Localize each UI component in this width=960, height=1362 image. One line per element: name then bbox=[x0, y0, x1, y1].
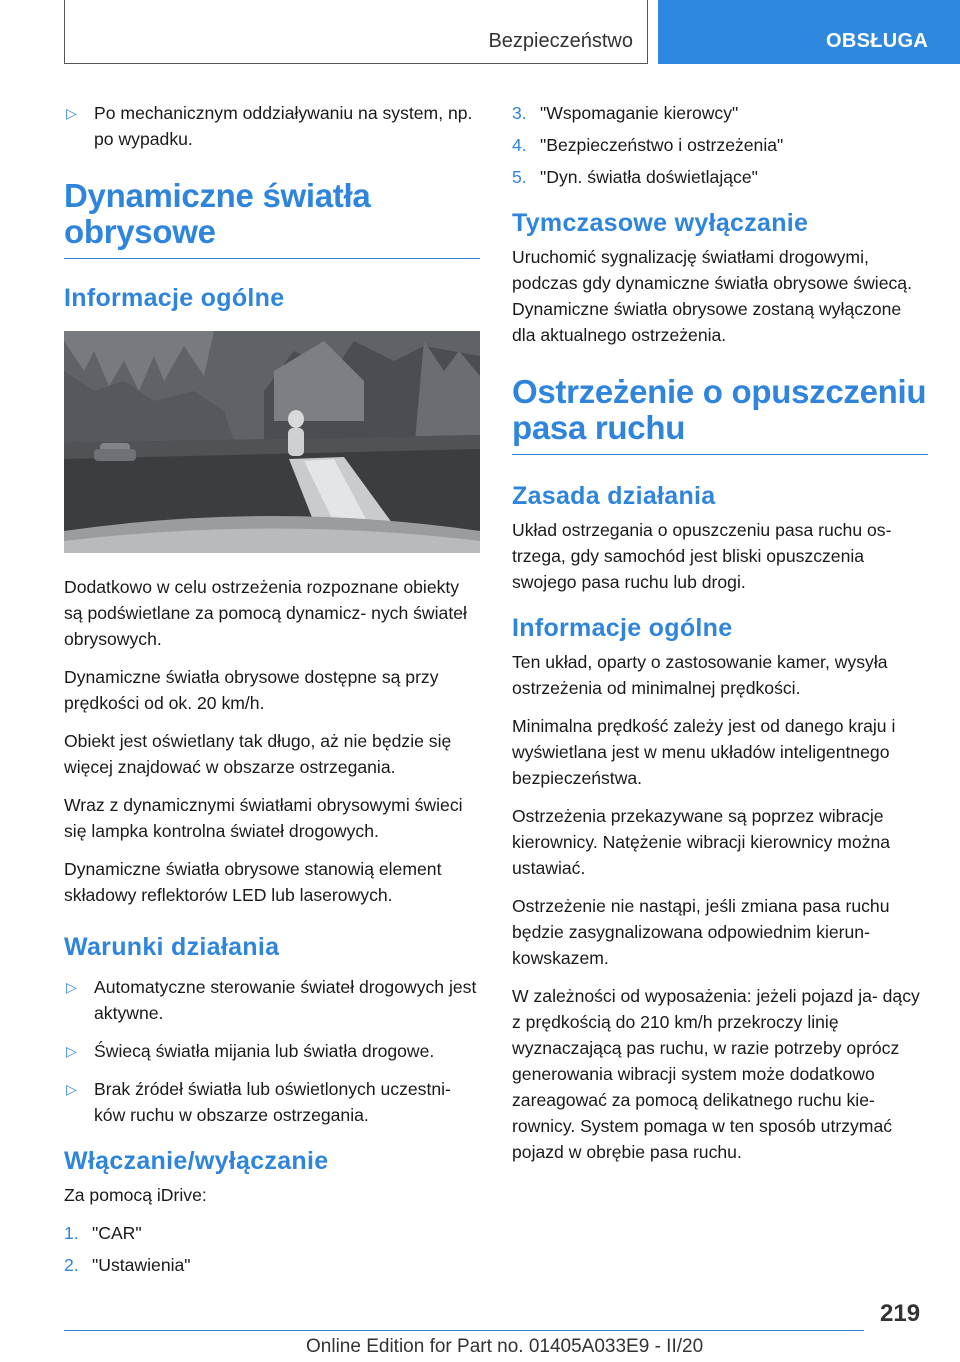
left-column bbox=[64, 100, 480, 1284]
heading-lane-departure: Ostrzeżenie o opuszczeniu pasa ruchu bbox=[512, 374, 928, 455]
header-tab[interactable] bbox=[658, 0, 960, 64]
heading-temporary-off: Tymczasowe wyłączanie bbox=[512, 209, 809, 237]
list-item: ▷ Świecą światła mijania lub światła drogowe. bbox=[64, 1038, 480, 1064]
heading-conditions: Warunki działania bbox=[64, 933, 280, 961]
triangle-bullet-icon: ▷ bbox=[66, 105, 77, 121]
list-item: 5. "Dyn. światła doświetlające" bbox=[512, 167, 758, 187]
heading-on-off: Włączanie/wyłączanie bbox=[64, 1147, 329, 1175]
paragraph: Obiekt jest oświetlany tak długo, aż nie będzie się więcej znajdować w obszarze ostrzegania. bbox=[64, 731, 452, 777]
triangle-bullet-icon: ▷ bbox=[66, 1081, 77, 1097]
triangle-bullet-icon: ▷ bbox=[66, 979, 77, 995]
triangle-bullet-icon: ▷ bbox=[66, 1043, 77, 1059]
heading-general-info: Informacje ogólne bbox=[64, 284, 285, 312]
header-section-title: Bezpieczeństwo bbox=[488, 30, 633, 52]
paragraph: Dynamiczne światła obrysowe dostępne są przy prędkości od ok. 20 km/h. bbox=[64, 667, 439, 713]
paragraph: Wraz z dynamicznymi światłami obrysowymi świeci się lampka kontrolna świateł drogowych. bbox=[64, 795, 463, 841]
footer-edition: Online Edition for Part no. 01405A033E9 - II/20 bbox=[306, 1336, 704, 1357]
list-item: ▷ Po mechanicznym oddziaływaniu na system, np. po wypadku. bbox=[64, 100, 480, 152]
list-item: ▷ Brak źródeł światła lub oświetlonych uczestni‐ ków ruchu w obszarze ostrzegania. bbox=[64, 1076, 480, 1128]
top-bullet-list bbox=[64, 100, 480, 152]
paragraph: Ostrzeżenia przekazywane są poprzez wibracje kierownicy. Natężenie wibracji kierownicy można ustawiać. bbox=[512, 806, 891, 878]
steps-list-right bbox=[512, 100, 928, 190]
paragraph: Ten układ, oparty o zastosowanie kamer, wysyła ostrzeżenia od minimalnej prędkości. bbox=[512, 652, 888, 698]
heading-dynamic-lights: Dynamiczne światła obrysowe bbox=[64, 178, 480, 259]
paragraph: Uruchomić sygnalizację światłami drogowymi, podczas gdy dynamiczne światła obrysowe świecą. Dynamiczne światła obrysowe zostaną wyłączone dla aktualnego ostrzeżenia. bbox=[512, 247, 912, 345]
paragraph: Dynamiczne światła obrysowe stanowią element składowy reflektorów LED lub laserowych. bbox=[64, 859, 442, 905]
night-road-illustration bbox=[64, 331, 480, 553]
list-item: 4. "Bezpieczeństwo i ostrzeżenia" bbox=[512, 135, 784, 155]
list-item: ▷ Automatyczne sterowanie świateł drogowych jest aktywne. bbox=[64, 974, 480, 1026]
list-item: 3. "Wspomaganie kierowcy" bbox=[512, 103, 739, 123]
steps-list-left bbox=[64, 1220, 480, 1278]
paragraph: Dodatkowo w celu ostrzeżenia rozpoznane obiekty są podświetlane za pomocą dynamicz‐ nych świateł obrysowych. bbox=[64, 577, 467, 649]
heading-general-info-2: Informacje ogólne bbox=[512, 614, 733, 642]
heading-principle: Zasada działania bbox=[512, 482, 716, 510]
footer-divider bbox=[64, 1330, 864, 1331]
conditions-list bbox=[64, 974, 480, 1128]
paragraph: Za pomocą iDrive: bbox=[64, 1185, 207, 1205]
paragraph: W zależności od wyposażenia: jeżeli pojazd ja‐ dący z prędkością do 210 km/h przekroczy linię wyznaczającą pas ruchu, w razie potrzeby oprócz generowania wibracji system może dodatkowo zareagować za pomocą delikatnego ruchu kie‐ rownicy. System pomaga w ten sposób utrzymać pojazd w obrębie pasa ruchu. bbox=[512, 986, 920, 1162]
paragraph: Minimalna prędkość zależy jest od danego kraju i wyświetlana jest w menu układów inteligentnego bezpieczeństwa. bbox=[512, 716, 896, 788]
list-item: 1. "CAR" bbox=[64, 1223, 142, 1243]
right-column bbox=[512, 100, 928, 1177]
list-item: 2. "Ustawienia" bbox=[64, 1255, 191, 1275]
paragraph: Ostrzeżenie nie nastąpi, jeśli zmiana pasa ruchu będzie zasygnalizowana odpowiednim kierun‐ kowskazem. bbox=[512, 896, 890, 968]
page-number: 219 bbox=[880, 1300, 921, 1327]
header-tab-label: OBSŁUGA bbox=[826, 30, 929, 52]
paragraph: Układ ostrzegania o opuszczeniu pasa ruchu os‐ trzega, gdy samochód jest bliski opuszczenia swojego pasa ruchu lub drogi. bbox=[512, 520, 892, 592]
header-section-box bbox=[64, 0, 648, 64]
